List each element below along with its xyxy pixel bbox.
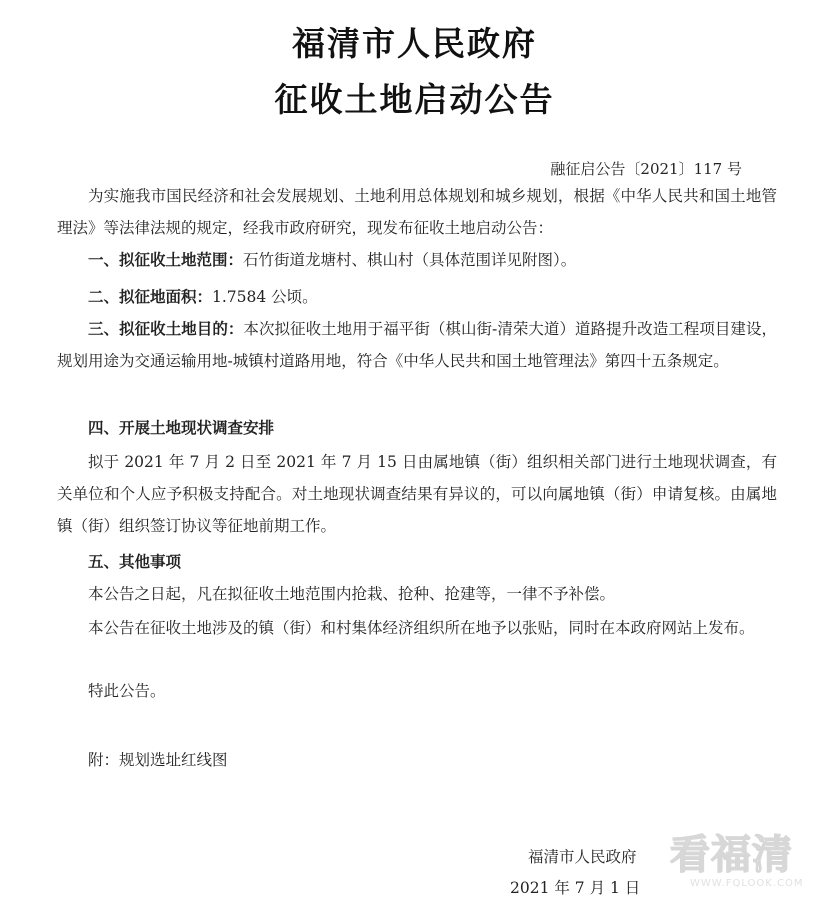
section-4 <box>57 446 777 542</box>
section-5-paragraph-2 <box>57 612 777 644</box>
section-1-text: 石竹街道龙塘村、棋山村（具体范围详见附图）。 <box>243 251 577 269</box>
watermark-text: 看福清 <box>670 832 793 878</box>
document-title-line2: 征收土地启动公告 <box>274 80 555 119</box>
section-1 <box>57 244 777 276</box>
signature-organization: 福清市人民政府 <box>528 848 637 866</box>
closing-text: 特此公告。 <box>88 682 166 700</box>
section-1-heading: 一、拟征收土地范围： <box>88 251 244 269</box>
section-2 <box>57 281 777 313</box>
section-2-text: 1.7584 公顷。 <box>212 288 318 306</box>
closing-paragraph <box>57 675 777 707</box>
section-5-heading: 五、其他事项 <box>88 553 182 571</box>
section-2-heading: 二、拟征地面积： <box>88 288 213 306</box>
signature-date: 2021 年 7 月 1 日 <box>510 879 641 897</box>
attachment-text: 附：规划选址红线图 <box>88 751 228 769</box>
site-watermark <box>668 826 818 890</box>
section-3-text: 本次拟征收土地用于福平街（棋山街-清荣大道）道路提升改造工程项目建设，规划用途为交通运输用地-城镇村道路用地，符合《中华人民共和国土地管理法》第四十五条规定。 <box>57 320 777 370</box>
intro-text: 为实施我市国民经济和社会发展规划、土地利用总体规划和城乡规划，根据《中华人民共和国土地管理法》等法律法规的规定，经我市政府研究，现发布征收土地启动公告： <box>57 187 777 237</box>
section-4-heading-block <box>57 412 777 444</box>
section-4-text: 拟于 2021 年 7 月 2 日至 2021 年 7 月 15 日由属地镇（街）组织相关部门进行土地现状调查，有关单位和个人应予积极支持配合。对土地现状调查结果有异议的，可以向属地镇（街）申请复核。由属地镇（街）组织签订协议等征地前期工作。 <box>57 453 777 535</box>
section-3-heading: 三、拟征收土地目的： <box>88 320 244 338</box>
document-title-line1: 福清市人民政府 <box>292 24 537 63</box>
section-3 <box>57 313 777 377</box>
section-5-text-1: 本公告之日起，凡在拟征收土地范围内抢栽、抢种、抢建等，一律不予补偿。 <box>88 585 616 603</box>
attachment-note <box>57 744 777 776</box>
section-5-heading-block <box>57 546 777 578</box>
document-number: 融征启公告〔2021〕117 号 <box>550 160 742 178</box>
section-5-paragraph-1 <box>57 578 777 610</box>
section-4-heading: 四、开展土地现状调查安排 <box>88 419 275 437</box>
watermark-url: WWW.FQLOOK.COM <box>690 878 804 889</box>
intro-paragraph <box>57 180 777 244</box>
section-5-text-2: 本公告在征收土地涉及的镇（街）和村集体经济组织所在地予以张贴，同时在本政府网站上发布。 <box>88 619 755 637</box>
